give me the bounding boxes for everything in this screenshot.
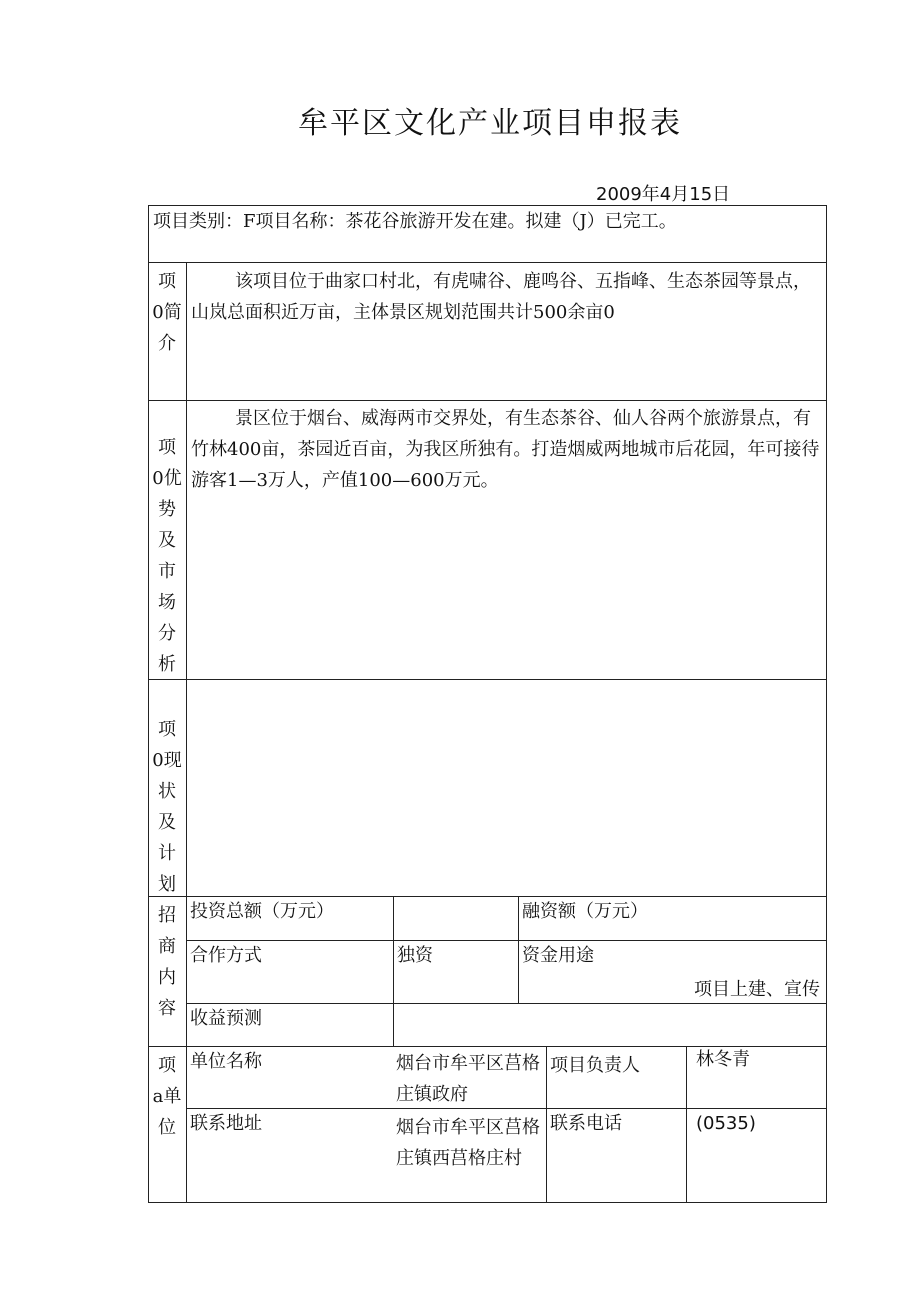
phone-label: 联系电话 bbox=[550, 1113, 622, 1134]
address-label: 联系地址 bbox=[190, 1113, 262, 1134]
unit-name-label: 单位名称 bbox=[190, 1051, 262, 1072]
investment-total-label: 投资总额（万元） bbox=[190, 901, 334, 922]
date: 2009年4月15日 bbox=[596, 184, 731, 205]
intro-text: 该项目位于曲家口村北，有虎啸谷、鹿鸣谷、五指峰、生态茶园等景点，山岚总面积近万亩，主体景区规划范围共计500余亩0 bbox=[191, 271, 811, 323]
project-leader-label: 项目负责人 bbox=[550, 1055, 640, 1076]
address-value: 烟台市牟平区莒格庄镇西莒格庄村 bbox=[396, 1117, 540, 1169]
intro-label: 项 0简 介 bbox=[152, 271, 182, 354]
advantages-text: 景区位于烟台、威海两市交界处，有生态茶谷、仙人谷两个旅游景点，有竹林400亩，茶园近百亩，为我区所独有。打造烟威两地城市后花园，年可接待游客1—3万人，产值100—600万元。 bbox=[191, 408, 820, 491]
investment-label: 招 商 内 容 bbox=[158, 905, 176, 1019]
status-label: 项 0现 状 及 计 划 bbox=[152, 719, 182, 895]
profit-forecast-label: 收益预测 bbox=[190, 1008, 262, 1029]
cooperation-value: 独资 bbox=[397, 945, 433, 966]
phone-value: (0535) bbox=[696, 1113, 756, 1134]
unit-name-value: 烟台市牟平区莒格庄镇政府 bbox=[396, 1053, 540, 1105]
unit-label: 项 a单 位 bbox=[152, 1055, 182, 1138]
project-category-name-row: 项目类别：F项目名称：茶花谷旅游开发在建。拟建（J）已完工。 bbox=[153, 211, 677, 232]
project-leader-value: 林冬青 bbox=[696, 1049, 750, 1070]
advantages-label: 项 0优 势 及 市 场 分 析 bbox=[152, 437, 182, 675]
financing-label: 融资额（万元） bbox=[522, 901, 648, 922]
cooperation-label: 合作方式 bbox=[190, 945, 262, 966]
page-title: 牟平区文化产业项目申报表 bbox=[298, 106, 682, 141]
fund-use-label: 资金用途 bbox=[522, 945, 594, 966]
fund-use-value: 项目上建、宣传 bbox=[694, 979, 820, 1000]
